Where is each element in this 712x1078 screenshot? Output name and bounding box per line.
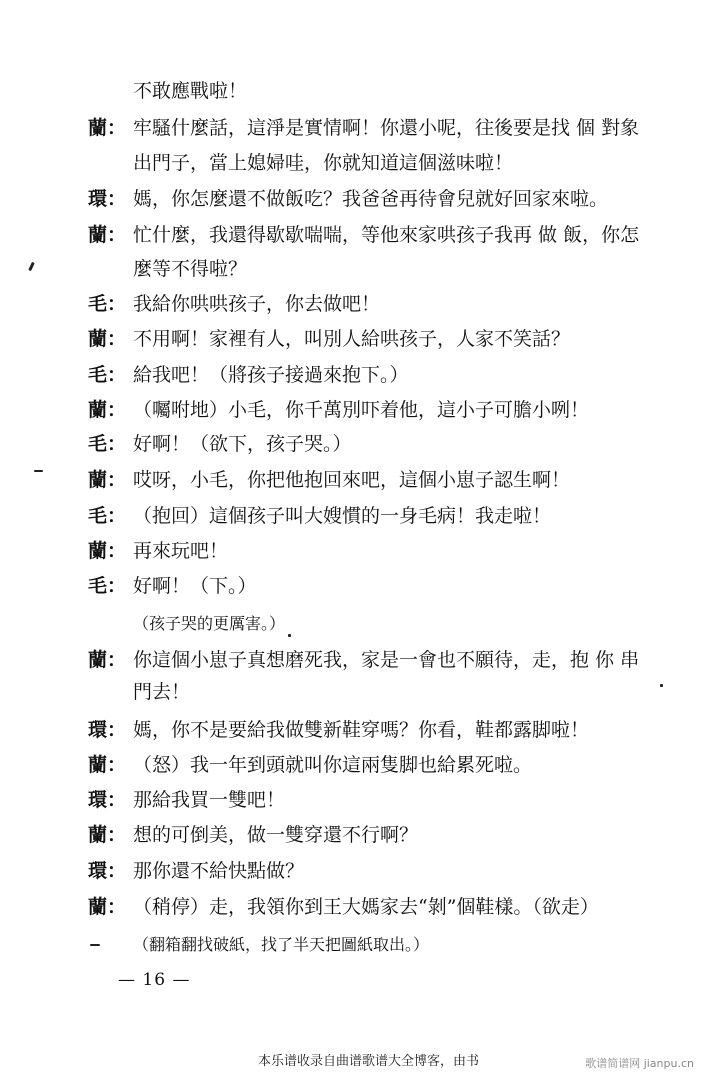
dialogue-line bbox=[133, 680, 682, 704]
speaker-label: 蘭： bbox=[88, 399, 127, 421]
line-text: 那你還不給快點做？ bbox=[133, 860, 305, 882]
line-text: 好啊！（欲下，孩子哭。） bbox=[133, 433, 352, 455]
dialogue-line bbox=[88, 574, 682, 598]
dialogue-line bbox=[133, 79, 682, 103]
line-text: 我給你哄哄孩子，你去做吧！ bbox=[133, 293, 381, 315]
line-text: 不敢應戰啦！ bbox=[133, 80, 248, 102]
line-text: 想的可倒美，做一雙穿還不行啊？ bbox=[133, 824, 419, 846]
speaker-label: 毛： bbox=[88, 364, 127, 386]
dialogue-line bbox=[133, 257, 682, 281]
line-text: 你這個小崽子真想磨死我，家是一會也不願待，走，抱 你 串 bbox=[133, 649, 640, 671]
speaker-label: 蘭： bbox=[88, 117, 127, 139]
dialogue-line bbox=[88, 718, 682, 742]
line-text: （稍停）走，我領你到王大媽家去“剝”個鞋樣。（欲走） bbox=[133, 896, 599, 918]
scan-speck bbox=[90, 944, 100, 946]
dialogue-line bbox=[88, 504, 682, 528]
line-text: 出門子，當上媳婦哇，你就知道這個滋味啦！ bbox=[133, 152, 514, 174]
line-text: 再來玩吧！ bbox=[133, 540, 229, 562]
line-text: （翻箱翻找破紙，找了半天把圖紙取出。） bbox=[133, 935, 430, 954]
line-text: （孩子哭的更厲害。） bbox=[133, 614, 286, 633]
dialogue-line bbox=[88, 327, 682, 351]
speaker-label: 蘭： bbox=[88, 649, 127, 671]
dialogue-line bbox=[88, 753, 682, 777]
dialogue-line bbox=[88, 648, 682, 672]
scan-speck bbox=[28, 262, 35, 271]
scan-speck bbox=[660, 684, 663, 687]
line-text: 門去！ bbox=[133, 681, 191, 703]
speaker-label: 環： bbox=[88, 789, 127, 811]
speaker-label: 蘭： bbox=[88, 328, 127, 350]
line-text: （囑咐地）小毛，你千萬別吓着他，這小子可膽小咧！ bbox=[133, 399, 590, 421]
line-text: 牢騷什麼話，這淨是實情啊！你還小呢，往後要是找 個 對象 bbox=[133, 117, 640, 139]
speaker-label: 環： bbox=[88, 719, 127, 741]
line-text: （怒）我一年到頭就叫你這兩隻脚也給累死啦。 bbox=[133, 754, 533, 776]
dialogue-line bbox=[88, 223, 682, 247]
dialogue-line bbox=[88, 468, 682, 492]
speaker-label: 毛： bbox=[88, 575, 127, 597]
footer-note: 本乐谱收录自曲谱歌谱大全博客，由书 bbox=[258, 1054, 480, 1069]
scan-speck bbox=[34, 470, 43, 472]
speaker-label: 蘭： bbox=[88, 224, 127, 246]
line-text: 麼等不得啦？ bbox=[133, 258, 248, 280]
dialogue-line bbox=[88, 895, 682, 919]
dialogue-line bbox=[88, 539, 682, 563]
speaker-label: 環： bbox=[88, 188, 127, 210]
line-text: 好啊！（下。） bbox=[133, 575, 257, 597]
line-text: 那給我買一雙吧！ bbox=[133, 789, 286, 811]
dialogue-line bbox=[88, 187, 682, 211]
speaker-label: 毛： bbox=[88, 293, 127, 315]
watermark-text: 歌谱简谱网 jianpu.cn bbox=[585, 1057, 694, 1070]
speaker-label: 環： bbox=[88, 860, 127, 882]
page-number: — 16 — bbox=[118, 970, 191, 990]
dialogue-line bbox=[133, 151, 682, 175]
stage-direction bbox=[133, 933, 682, 957]
line-text: 媽，你不是要給我做雙新鞋穿嗎？你看，鞋都露脚啦！ bbox=[133, 719, 590, 741]
line-text: 不用啊！家裡有人，叫別人給哄孩子，人家不笑話？ bbox=[133, 328, 571, 350]
speaker-label: 蘭： bbox=[88, 469, 127, 491]
speaker-label: 蘭： bbox=[88, 896, 127, 918]
line-text: （抱回）這個孩子叫大嫂慣的一身毛病！我走啦！ bbox=[133, 505, 552, 527]
line-text: 媽，你怎麼還不做飯吃？我爸爸再待會兒就好回家來啦。 bbox=[133, 188, 609, 210]
line-text: 忙什麼，我還得歇歇喘喘，等他來家哄孩子我再 做 飯，你怎 bbox=[133, 224, 640, 246]
speaker-label: 蘭： bbox=[88, 824, 127, 846]
dialogue-line bbox=[88, 363, 682, 387]
dialogue-line bbox=[88, 432, 682, 456]
dialogue-line bbox=[88, 788, 682, 812]
stage-direction bbox=[133, 612, 682, 636]
dialogue-line bbox=[88, 859, 682, 883]
dialogue-line bbox=[88, 823, 682, 847]
speaker-label: 蘭： bbox=[88, 540, 127, 562]
scan-speck bbox=[288, 634, 291, 637]
dialogue-line bbox=[88, 398, 682, 422]
dialogue-line bbox=[88, 116, 682, 140]
speaker-label: 毛： bbox=[88, 505, 127, 527]
line-text: 給我吧！（將孩子接過來抱下。） bbox=[133, 364, 409, 386]
line-text: 哎呀，小毛，你把他抱回來吧，這個小崽子認生啊！ bbox=[133, 469, 571, 491]
dialogue-line bbox=[88, 292, 682, 316]
speaker-label: 蘭： bbox=[88, 754, 127, 776]
speaker-label: 毛： bbox=[88, 433, 127, 455]
